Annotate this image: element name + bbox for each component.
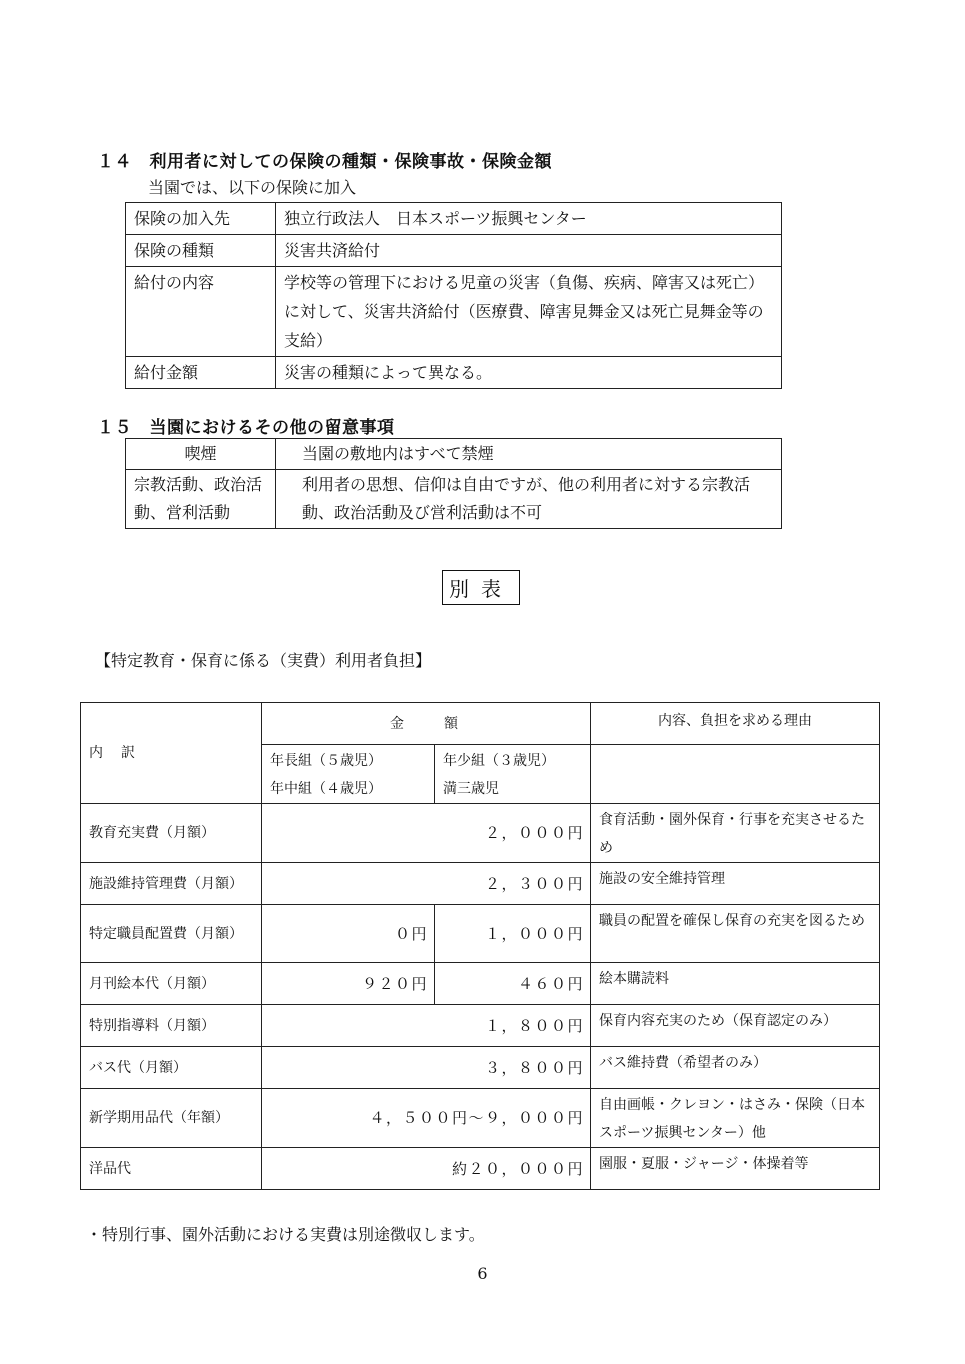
fee-reason: 施設の安全維持管理	[591, 863, 880, 905]
section-14-intro: 当園では、以下の保険に加入	[148, 178, 357, 197]
fee-amount-b: １，０００円	[435, 905, 591, 963]
beppyo-title: 別表	[442, 570, 520, 605]
insurance-value: 災害の種類によって異なる。	[276, 357, 782, 389]
table-row	[81, 1148, 880, 1190]
header-naiyaku: 内 訳	[81, 703, 262, 804]
fee-item: 月刊絵本代（月額）	[81, 963, 262, 1005]
insurance-value: 独立行政法人 日本スポーツ振興センター	[276, 203, 782, 235]
notes-value: 利用者の思想、信仰は自由ですが、他の利用者に対する宗教活動、政治活動及び営利活動は不可	[276, 470, 782, 529]
table-row	[81, 963, 880, 1005]
fee-item: バス代（月額）	[81, 1047, 262, 1089]
table-row	[126, 439, 782, 470]
table-header-row	[81, 703, 880, 745]
header-col-b-line1: 年少組（３歳児）	[443, 753, 555, 769]
beppyo-subtitle: 【特定教育・保育に係る（実費）利用者負担】	[95, 651, 432, 670]
table-row	[81, 863, 880, 905]
notes-label: 宗教活動、政治活動、営利活動	[126, 470, 276, 529]
fee-item: 施設維持管理費（月額）	[81, 863, 262, 905]
header-col-a-line2: 年中組（４歳児）	[270, 781, 382, 797]
header-col-b	[435, 745, 591, 804]
header-kingaku: 金 額	[262, 703, 591, 745]
header-reason: 内容、負担を求める理由	[591, 703, 880, 745]
fee-reason: 職員の配置を確保し保育の充実を図るため	[591, 905, 880, 963]
section-14-heading: １４ 利用者に対しての保険の種類・保険事故・保険金額	[97, 152, 552, 172]
fee-item: 洋品代	[81, 1148, 262, 1190]
fee-amount: １，８００円	[262, 1005, 591, 1047]
table-row	[81, 1089, 880, 1148]
header-reason-empty	[591, 745, 880, 804]
header-col-b-line2: 満三歳児	[443, 781, 499, 797]
table-row	[81, 905, 880, 963]
fee-reason: 自由画帳・クレヨン・はさみ・保険（日本スポーツ振興センター）他	[591, 1089, 880, 1148]
insurance-label: 保険の加入先	[126, 203, 276, 235]
fee-item: 特定職員配置費（月額）	[81, 905, 262, 963]
table-row	[126, 235, 782, 267]
table-row	[126, 267, 782, 357]
insurance-label: 給付金額	[126, 357, 276, 389]
table-row	[126, 203, 782, 235]
table-row	[81, 1047, 880, 1089]
insurance-value: 学校等の管理下における児童の災害（負傷、疾病、障害又は死亡）に対して、災害共済給付（医療費、障害見舞金又は死亡見舞金等の支給）	[276, 267, 782, 357]
insurance-label: 給付の内容	[126, 267, 276, 357]
notes-value: 当園の敷地内はすべて禁煙	[276, 439, 782, 470]
fee-reason: バス維持費（希望者のみ）	[591, 1047, 880, 1089]
fee-reason: 食育活動・園外保育・行事を充実させるため	[591, 804, 880, 863]
fee-reason: 保育内容充実のため（保育認定のみ）	[591, 1005, 880, 1047]
insurance-table	[125, 202, 782, 389]
page-number: 6	[477, 1264, 488, 1283]
table-row	[81, 1005, 880, 1047]
header-col-a	[262, 745, 435, 804]
fee-item: 教育充実費（月額）	[81, 804, 262, 863]
notes-label: 喫煙	[126, 439, 276, 470]
beppyo-note: ・特別行事、園外活動における実費は別途徴収します。	[86, 1225, 485, 1244]
fee-amount: ３，８００円	[262, 1047, 591, 1089]
fee-amount: ２，０００円	[262, 804, 591, 863]
table-row	[126, 470, 782, 529]
fee-reason: 園服・夏服・ジャージ・体操着等	[591, 1148, 880, 1190]
header-col-a-line1: 年長組（５歳児）	[270, 753, 382, 769]
insurance-label: 保険の種類	[126, 235, 276, 267]
fee-amount: ４，５００円～９，０００円	[262, 1089, 591, 1148]
table-row	[81, 804, 880, 863]
fee-reason: 絵本購読料	[591, 963, 880, 1005]
section-15-heading: １５ 当園におけるその他の留意事項	[97, 418, 395, 438]
fee-amount: ２，３００円	[262, 863, 591, 905]
table-row	[126, 357, 782, 389]
fee-item: 特別指導料（月額）	[81, 1005, 262, 1047]
notes-table	[125, 438, 782, 529]
fee-table	[80, 702, 880, 1190]
insurance-value: 災害共済給付	[276, 235, 782, 267]
fee-amount-a: ０円	[262, 905, 435, 963]
fee-item: 新学期用品代（年額）	[81, 1089, 262, 1148]
fee-amount-a: ９２０円	[262, 963, 435, 1005]
fee-amount: 約２０，０００円	[262, 1148, 591, 1190]
fee-amount-b: ４６０円	[435, 963, 591, 1005]
